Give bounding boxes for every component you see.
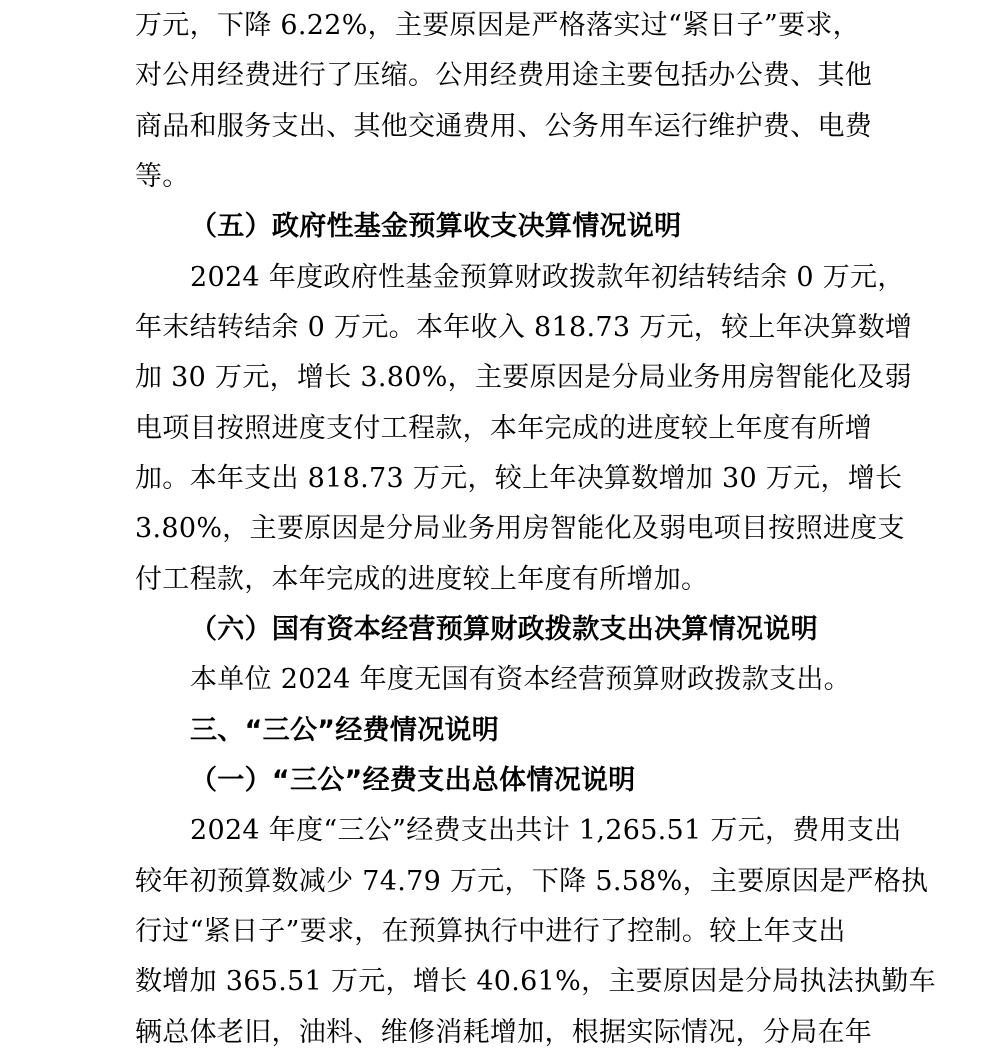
body-text-line: 数增加 365.51 万元，增长 40.61%，主要原因是分局执法执勤车 — [135, 966, 936, 997]
section-heading-6: （六）国有资本经营预算财政拨款支出决算情况说明 — [190, 614, 818, 645]
body-text-line: 2024 年度“三公”经费支出共计 1,265.51 万元，费用支出 — [190, 815, 902, 846]
body-text-line: 辆总体老旧，油料、维修消耗增加，根据实际情况，分局在年 — [135, 1017, 873, 1048]
body-text-line: 万元，下降 6.22%，主要原因是严格落实过“紧日子”要求， — [135, 10, 860, 41]
body-text-line: 加 30 万元，增长 3.80%，主要原因是分局业务用房智能化及弱 — [135, 362, 912, 393]
body-text-line: 付工程款，本年完成的进度较上年度有所增加。 — [135, 564, 709, 595]
section-heading-1: （一）“三公”经费支出总体情况说明 — [190, 765, 636, 796]
body-text-line: 较年初预算数减少 74.79 万元，下降 5.58%，主要原因是严格执 — [135, 866, 929, 897]
body-text-line: 电项目按照进度支付工程款，本年完成的进度较上年度有所增 — [135, 413, 873, 444]
body-text-line: 等。 — [135, 161, 190, 192]
body-text-line: 2024 年度政府性基金预算财政拨款年初结转结余 0 万元， — [190, 262, 905, 293]
body-text-line: 行过“紧日子”要求，在预算执行中进行了控制。较上年支出 — [135, 916, 846, 947]
body-text-line: 本单位 2024 年度无国有资本经营预算财政拨款支出。 — [190, 664, 851, 695]
body-text-line: 商品和服务支出、其他交通费用、公务用车运行维护费、电费 — [135, 111, 873, 142]
body-text-line: 加。本年支出 818.73 万元，较上年决算数增加 30 万元，增长 — [135, 463, 903, 494]
document-page — [135, 0, 936, 1056]
body-text-line: 年末结转结余 0 万元。本年收入 818.73 万元，较上年决算数增 — [135, 312, 913, 343]
section-heading-5: （五）政府性基金预算收支决算情况说明 — [190, 211, 682, 242]
body-text-line: 3.80%，主要原因是分局业务用房智能化及弱电项目按照进度支 — [135, 513, 905, 544]
body-text-line: 对公用经费进行了压缩。公用经费用途主要包括办公费、其他 — [135, 60, 873, 91]
chapter-heading-3: 三、“三公”经费情况说明 — [190, 715, 500, 746]
